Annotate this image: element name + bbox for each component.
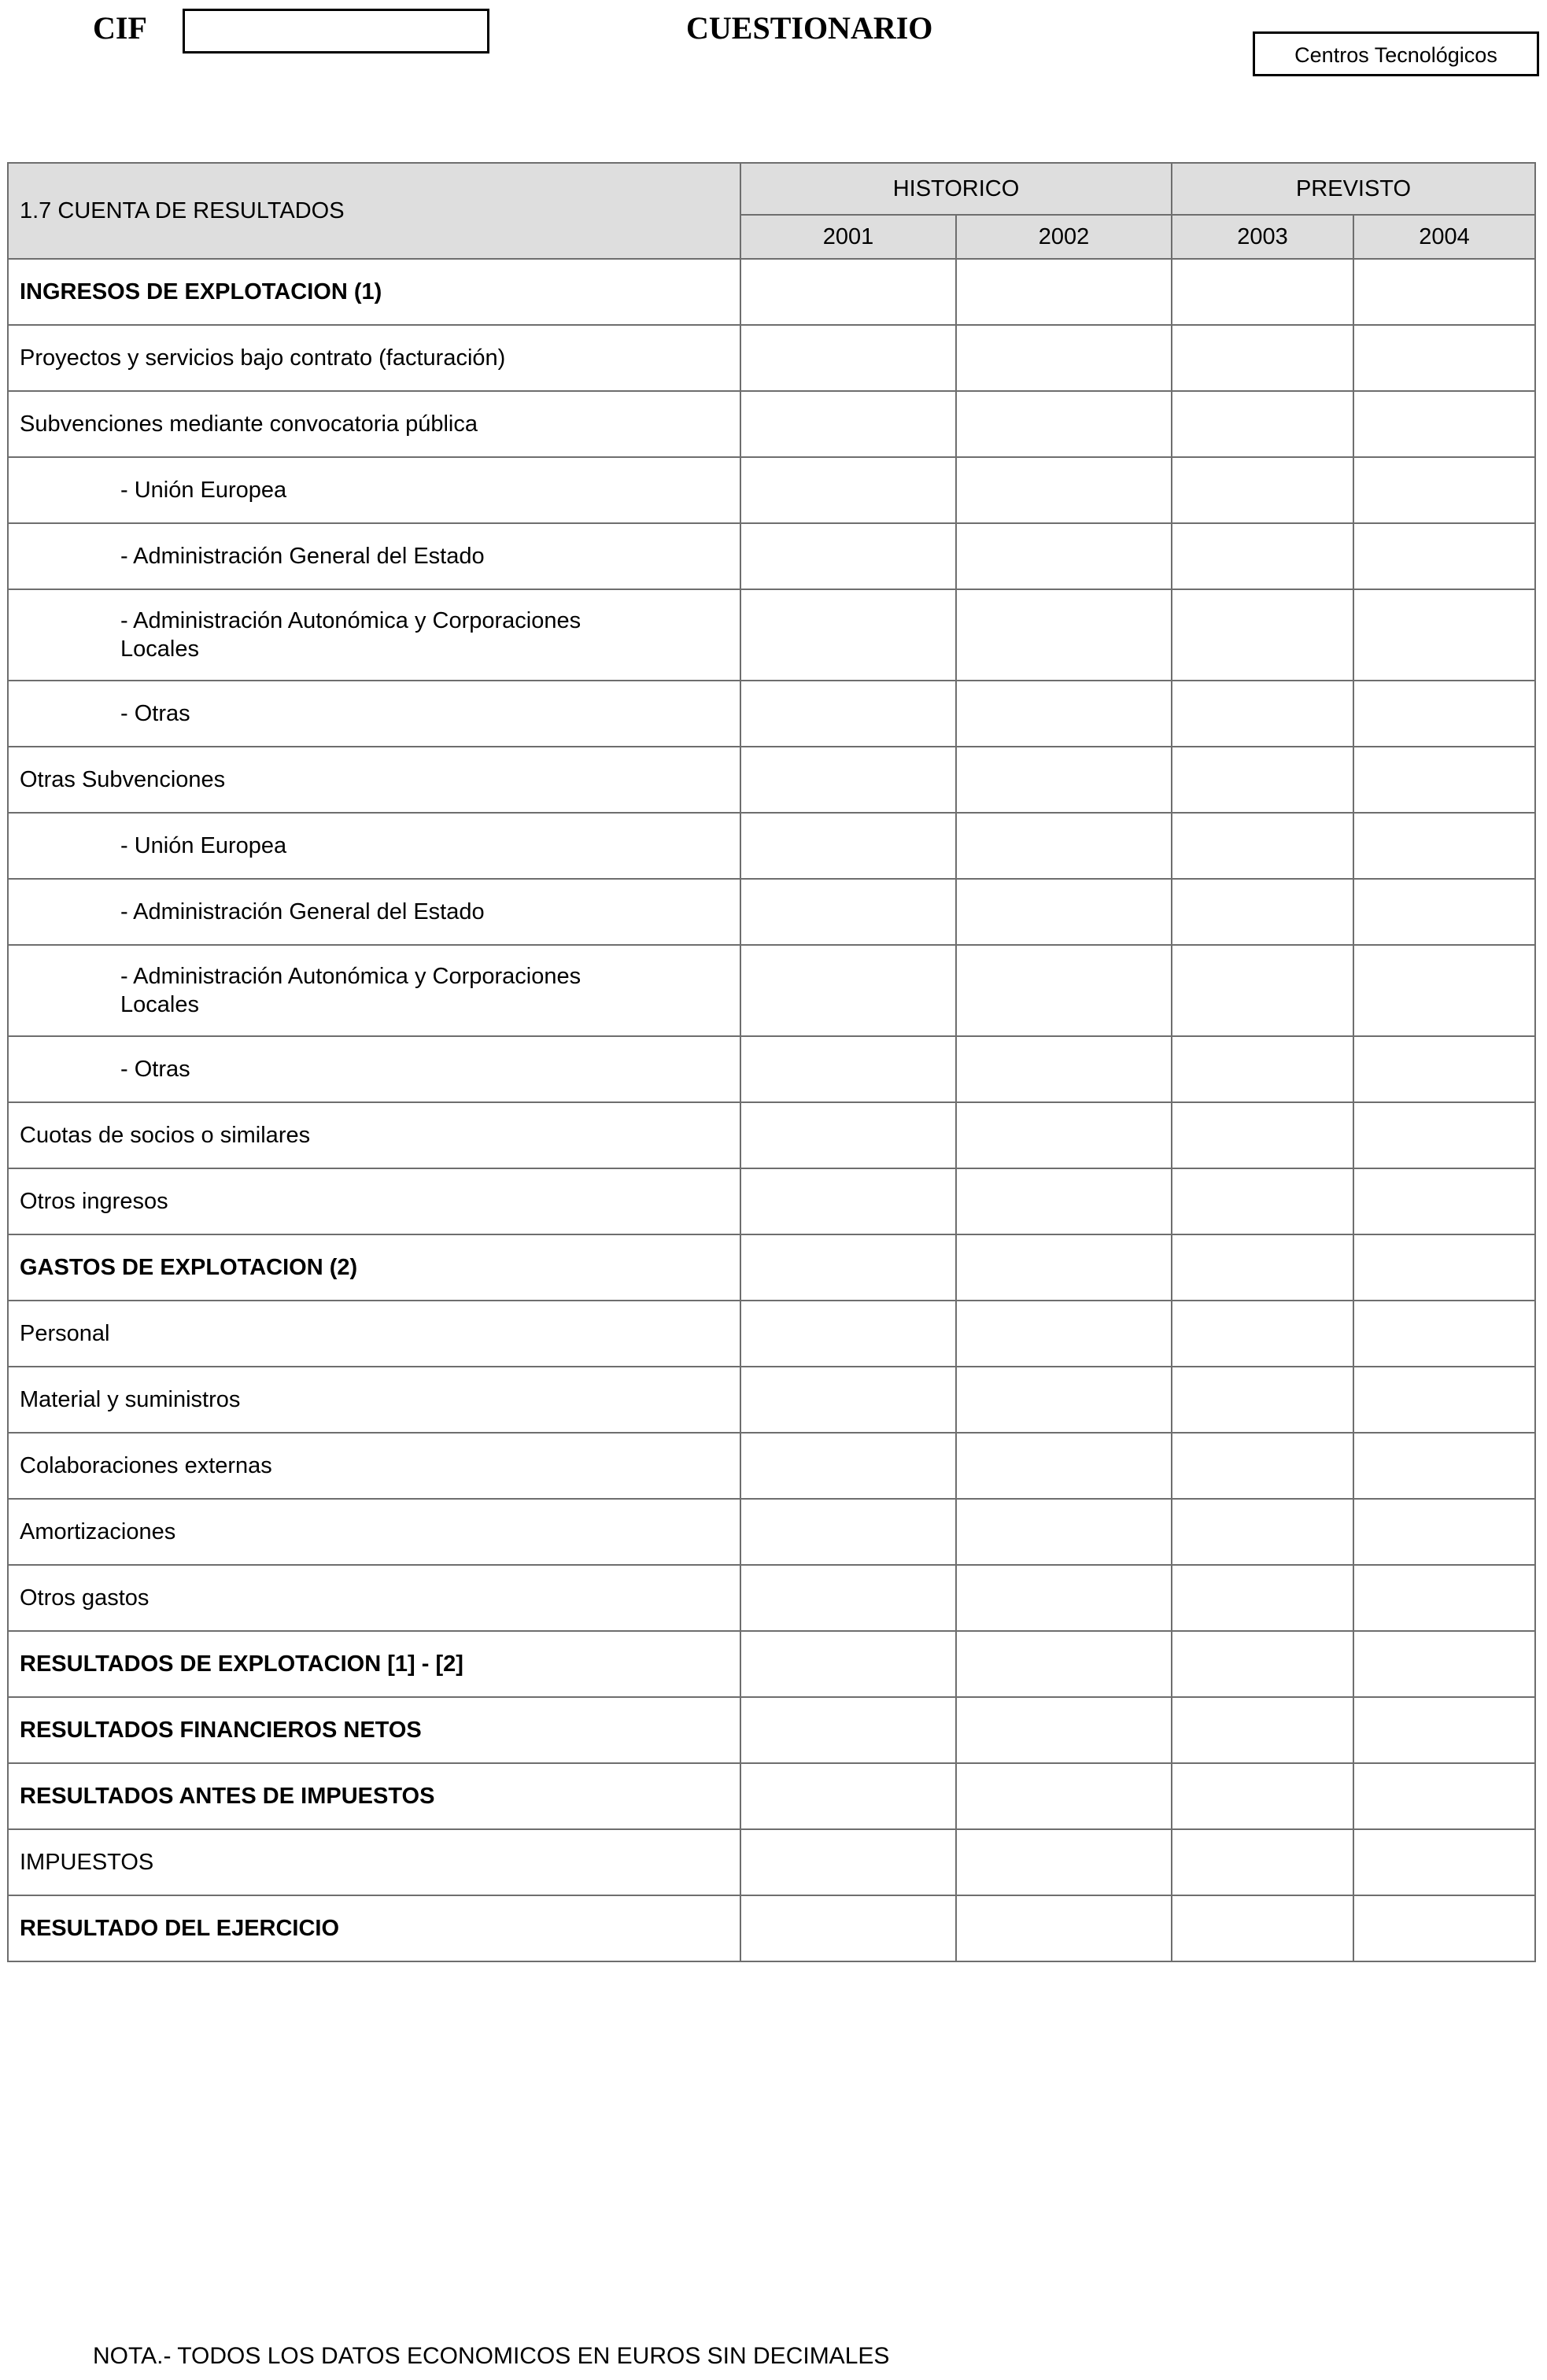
row-label: RESULTADO DEL EJERCICIO [8,1895,740,1961]
input-cell[interactable] [956,945,1172,1036]
table-row [8,391,1535,457]
input-cell[interactable] [1172,1895,1353,1961]
input-cell[interactable] [740,1697,956,1763]
input-cell[interactable] [956,1697,1172,1763]
row-label: - Otras [8,681,740,747]
input-cell[interactable] [1353,325,1535,391]
table-row [8,523,1535,589]
input-cell[interactable] [1353,747,1535,813]
input-cell[interactable] [1353,1697,1535,1763]
input-cell[interactable] [1172,457,1353,523]
input-cell[interactable] [1172,1102,1353,1168]
table-row [8,589,1535,681]
input-cell[interactable] [740,747,956,813]
table-row [8,681,1535,747]
table-row [8,325,1535,391]
table-row [8,1565,1535,1631]
input-cell[interactable] [1353,1763,1535,1829]
row-label: Subvenciones mediante convocatoria pública [8,391,740,457]
table-row [8,259,1535,325]
input-cell[interactable] [740,523,956,589]
input-cell[interactable] [1353,879,1535,945]
input-cell[interactable] [740,259,956,325]
input-cell[interactable] [740,1565,956,1631]
input-cell[interactable] [1353,1168,1535,1234]
input-cell[interactable] [1353,945,1535,1036]
group-historic: HISTORICO [740,163,1172,215]
input-cell[interactable] [740,1102,956,1168]
table-row [8,1697,1535,1763]
input-cell[interactable] [1353,1565,1535,1631]
input-cell[interactable] [740,681,956,747]
input-cell[interactable] [1172,1301,1353,1367]
input-cell[interactable] [1353,1631,1535,1697]
input-cell[interactable] [956,681,1172,747]
table-row [8,813,1535,879]
input-cell[interactable] [1353,1367,1535,1433]
input-cell[interactable] [1353,1102,1535,1168]
input-cell[interactable] [1353,457,1535,523]
table-row [8,457,1535,523]
table-row [8,747,1535,813]
table-row [8,1234,1535,1301]
input-cell[interactable] [956,325,1172,391]
row-label: - Otras [8,1036,740,1102]
input-cell[interactable] [1172,1763,1353,1829]
table-row [8,1036,1535,1102]
row-label: RESULTADOS ANTES DE IMPUESTOS [8,1763,740,1829]
input-cell[interactable] [956,259,1172,325]
row-label: IMPUESTOS [8,1829,740,1895]
input-cell[interactable] [956,589,1172,681]
row-label: Otros ingresos [8,1168,740,1234]
input-cell[interactable] [1353,259,1535,325]
input-cell[interactable] [740,589,956,681]
table-body [8,259,1535,1961]
cif-label: CIF [93,10,147,46]
table-row [8,1829,1535,1895]
row-label: RESULTADOS FINANCIEROS NETOS [8,1697,740,1763]
table-row [8,1763,1535,1829]
footnote: NOTA.- TODOS LOS DATOS ECONOMICOS EN EUROS SIN DECIMALES [93,2343,890,2369]
input-cell[interactable] [956,1499,1172,1565]
input-cell[interactable] [956,1234,1172,1301]
input-cell[interactable] [1172,1234,1353,1301]
input-cell[interactable] [740,1036,956,1102]
row-label: - Administración Autonómica y Corporaciones Locales [8,589,740,681]
cif-input[interactable] [183,9,489,54]
input-cell[interactable] [1172,391,1353,457]
input-cell[interactable] [1172,747,1353,813]
input-cell[interactable] [1172,1565,1353,1631]
table-row [8,1433,1535,1499]
input-cell[interactable] [956,1565,1172,1631]
input-cell[interactable] [1353,1036,1535,1102]
row-label: - Unión Europea [8,813,740,879]
input-cell[interactable] [1172,1036,1353,1102]
input-cell[interactable] [1353,813,1535,879]
input-cell[interactable] [1172,1499,1353,1565]
input-cell[interactable] [1353,391,1535,457]
input-cell[interactable] [740,879,956,945]
input-cell[interactable] [956,813,1172,879]
input-cell[interactable] [956,747,1172,813]
year-header: 2002 [956,215,1172,259]
input-cell[interactable] [740,457,956,523]
row-label: INGRESOS DE EXPLOTACION (1) [8,259,740,325]
table-row [8,1895,1535,1961]
row-label: GASTOS DE EXPLOTACION (2) [8,1234,740,1301]
input-cell[interactable] [956,523,1172,589]
input-cell[interactable] [1172,945,1353,1036]
input-cell[interactable] [1353,1499,1535,1565]
input-cell[interactable] [740,1433,956,1499]
input-cell[interactable] [1353,1301,1535,1367]
row-label: Otros gastos [8,1565,740,1631]
table-row [8,1168,1535,1234]
group-forecast: PREVISTO [1172,163,1535,215]
row-label: Material y suministros [8,1367,740,1433]
input-cell[interactable] [1172,589,1353,681]
input-cell[interactable] [1172,325,1353,391]
input-cell[interactable] [1353,1829,1535,1895]
input-cell[interactable] [740,391,956,457]
input-cell[interactable] [1172,1631,1353,1697]
input-cell[interactable] [1172,1697,1353,1763]
input-cell[interactable] [956,1168,1172,1234]
input-cell[interactable] [740,1763,956,1829]
row-label: Otras Subvenciones [8,747,740,813]
row-label: RESULTADOS DE EXPLOTACION [1] - [2] [8,1631,740,1697]
input-cell[interactable] [1172,813,1353,879]
section-title: 1.7 CUENTA DE RESULTADOS [8,163,740,259]
input-cell[interactable] [956,1433,1172,1499]
input-cell[interactable] [740,1895,956,1961]
input-cell[interactable] [956,1367,1172,1433]
table-row [8,945,1535,1036]
table-row [8,1631,1535,1697]
row-label: Proyectos y servicios bajo contrato (facturación) [8,325,740,391]
row-label: - Unión Europea [8,457,740,523]
input-cell[interactable] [740,325,956,391]
table-row [8,1301,1535,1367]
year-header: 2004 [1353,215,1535,259]
row-label: Colaboraciones externas [8,1433,740,1499]
input-cell[interactable] [1172,523,1353,589]
input-cell[interactable] [1353,1234,1535,1301]
input-cell[interactable] [956,391,1172,457]
results-table [7,162,1536,1962]
input-cell[interactable] [1172,681,1353,747]
table-row [8,1102,1535,1168]
input-cell[interactable] [956,1631,1172,1697]
input-cell[interactable] [740,813,956,879]
input-cell[interactable] [956,457,1172,523]
input-cell[interactable] [1172,879,1353,945]
input-cell[interactable] [1172,1367,1353,1433]
input-cell[interactable] [1172,1829,1353,1895]
input-cell[interactable] [956,1829,1172,1895]
input-cell[interactable] [956,879,1172,945]
page-title: CUESTIONARIO [686,10,933,46]
category-tag: Centros Tecnológicos [1253,31,1539,76]
row-label: Cuotas de socios o similares [8,1102,740,1168]
input-cell[interactable] [956,1301,1172,1367]
input-cell[interactable] [1172,1433,1353,1499]
table-row [8,879,1535,945]
row-label: Amortizaciones [8,1499,740,1565]
input-cell[interactable] [740,1168,956,1234]
input-cell[interactable] [1353,1895,1535,1961]
input-cell[interactable] [956,1102,1172,1168]
table-row [8,1367,1535,1433]
year-header: 2003 [1172,215,1353,259]
input-cell[interactable] [956,1763,1172,1829]
year-header: 2001 [740,215,956,259]
input-cell[interactable] [740,1367,956,1433]
input-cell[interactable] [956,1895,1172,1961]
input-cell[interactable] [1353,589,1535,681]
input-cell[interactable] [1353,1433,1535,1499]
input-cell[interactable] [1353,523,1535,589]
table-row [8,1499,1535,1565]
input-cell[interactable] [740,1234,956,1301]
input-cell[interactable] [956,1036,1172,1102]
row-label: - Administración General del Estado [8,879,740,945]
row-label: Personal [8,1301,740,1367]
row-label: - Administración Autonómica y Corporaciones Locales [8,945,740,1036]
input-cell[interactable] [1353,681,1535,747]
row-label: - Administración General del Estado [8,523,740,589]
input-cell[interactable] [740,1301,956,1367]
input-cell[interactable] [1172,1168,1353,1234]
input-cell[interactable] [740,945,956,1036]
input-cell[interactable] [740,1631,956,1697]
input-cell[interactable] [1172,259,1353,325]
input-cell[interactable] [740,1499,956,1565]
input-cell[interactable] [740,1829,956,1895]
